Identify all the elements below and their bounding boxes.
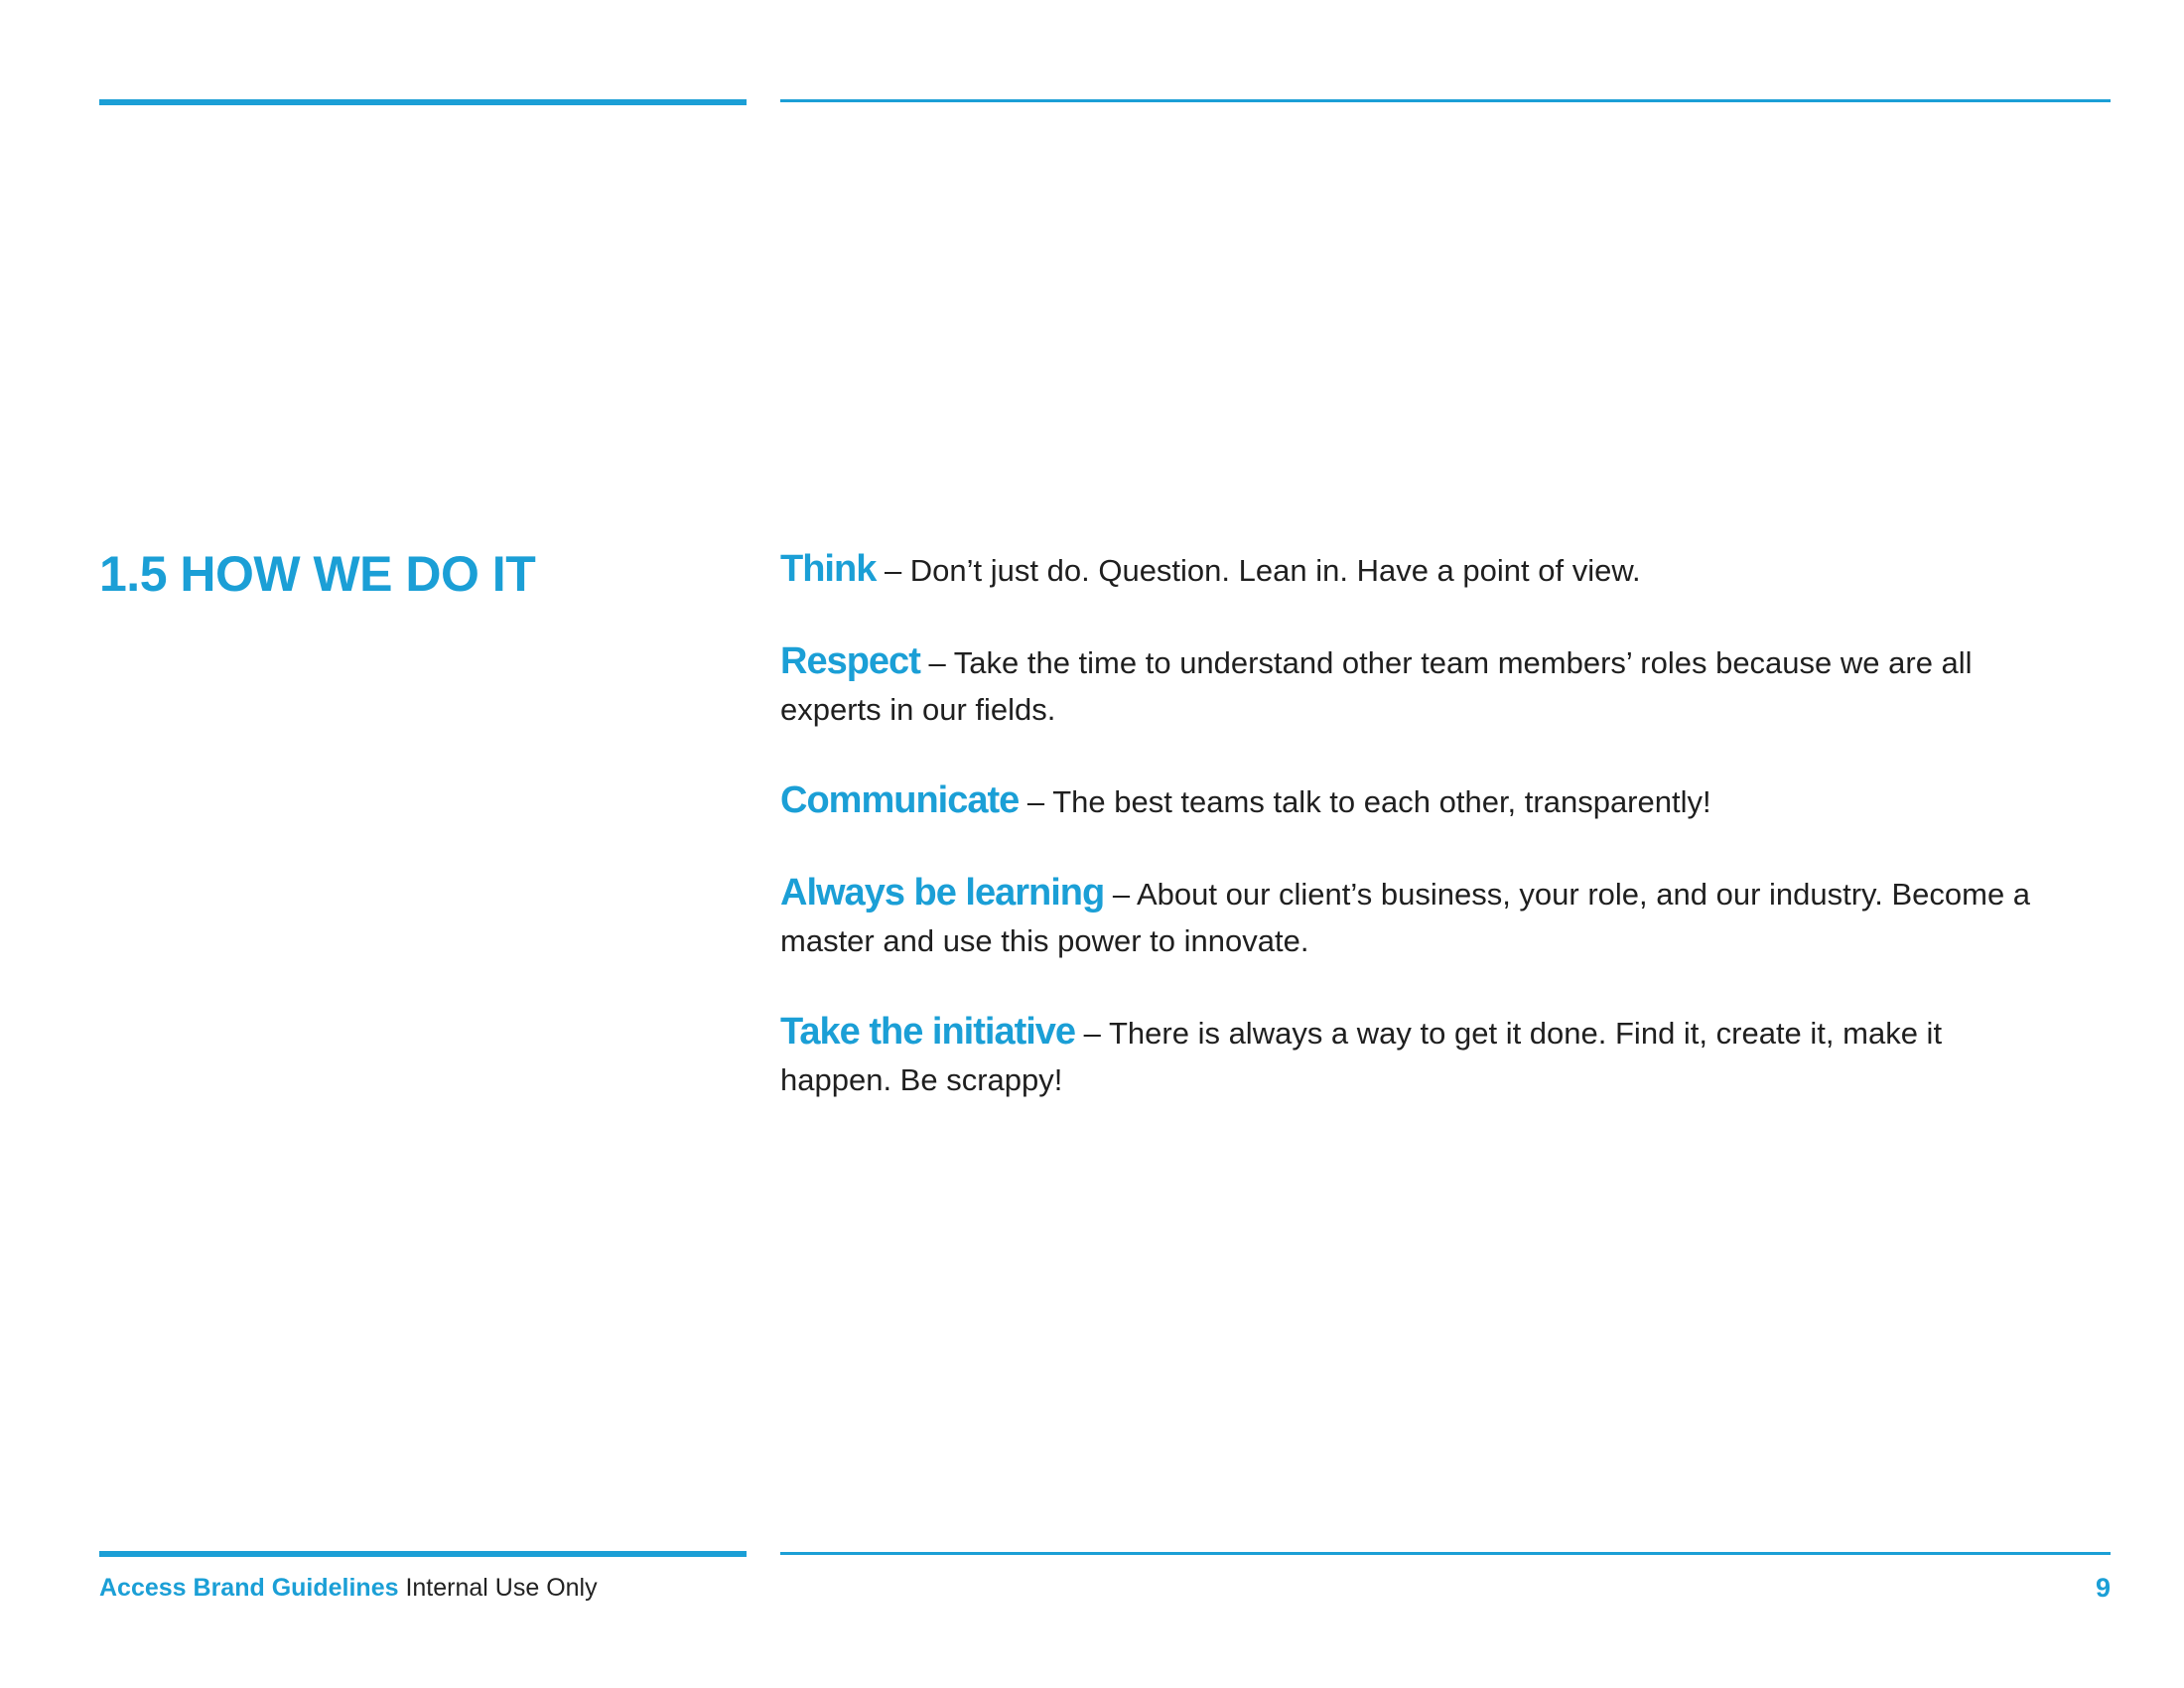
- footer-note: Internal Use Only: [398, 1574, 598, 1602]
- principle-term: Communicate: [780, 779, 1020, 821]
- principle-text: – About our client’s business, your role, and our industry. Become a master and use this power to innovate.: [780, 877, 2031, 958]
- principle-term: Think: [780, 548, 877, 590]
- principle-communicate: [780, 777, 2031, 825]
- principle-term: Take the initiative: [780, 1011, 1076, 1053]
- principle-text: – The best teams talk to each other, transparently!: [1019, 784, 1711, 819]
- principle-text: – Don’t just do. Question. Lean in. Have a point of view.: [876, 553, 1641, 588]
- principle-text: – There is always a way to get it done. Find it, create it, make it happen. Be scrappy!: [780, 1016, 1943, 1097]
- principles-list: [780, 546, 2031, 1148]
- footer-rule-left: [99, 1551, 747, 1557]
- principle-respect: [780, 638, 2031, 733]
- principle-term: Respect: [780, 640, 920, 682]
- principle-always-be-learning: [780, 870, 2031, 964]
- footer-caption: [99, 1572, 598, 1604]
- footer-brand: Access Brand Guidelines: [99, 1574, 399, 1602]
- footer-rule-right: [780, 1552, 2111, 1555]
- section-title: 1.5 HOW WE DO IT: [99, 546, 536, 602]
- principle-take-the-initiative: [780, 1009, 2031, 1103]
- principle-think: [780, 546, 2031, 594]
- principle-term: Always be learning: [780, 872, 1105, 914]
- header-rule-right: [780, 99, 2111, 102]
- page-number: 9: [2095, 1573, 2111, 1603]
- principle-text: – Take the time to understand other team members’ roles because we are all experts in our fields.: [780, 645, 1973, 727]
- header-rule-left: [99, 99, 747, 105]
